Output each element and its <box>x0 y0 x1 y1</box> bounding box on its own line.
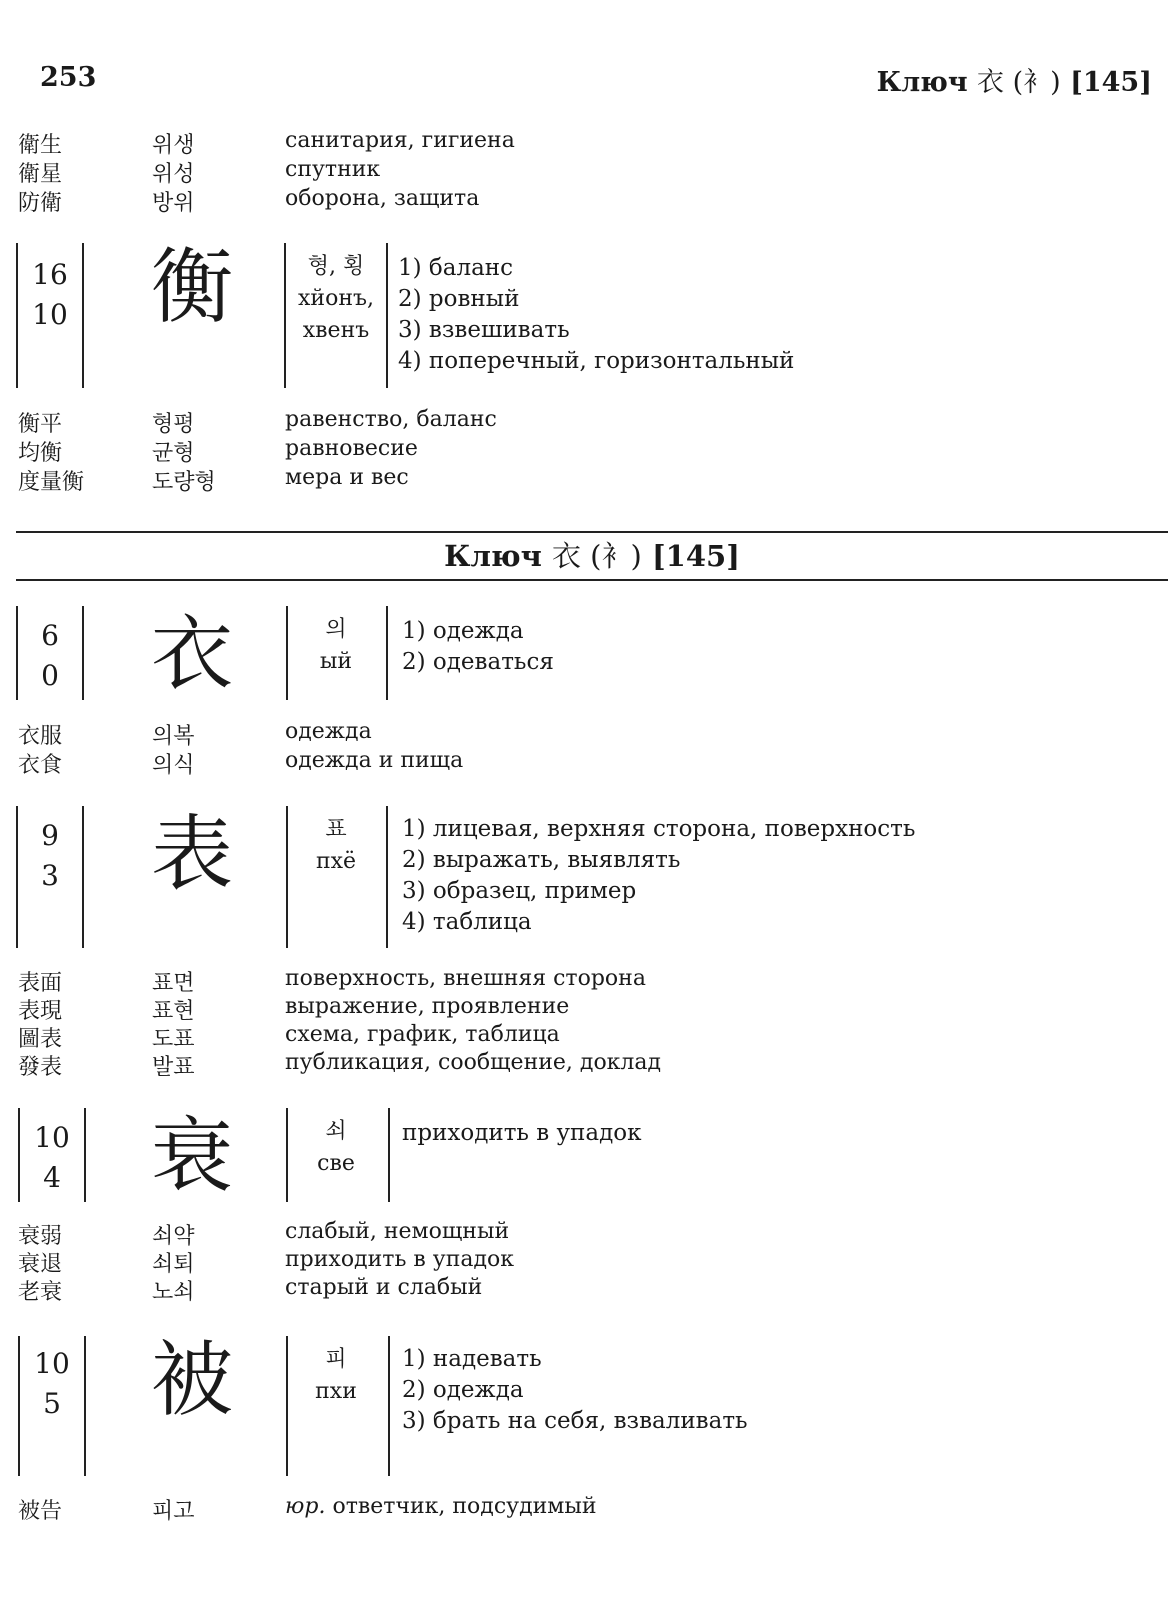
word-hanja: 老衰 <box>18 1280 63 1305</box>
word-translation: старый и слабый <box>285 1275 483 1300</box>
headword-character: 被 <box>150 1333 233 1428</box>
meaning: 2) одеваться <box>402 649 554 675</box>
character-entry <box>0 1333 1168 1476</box>
column-rule <box>84 1108 86 1202</box>
word-hanja: 被告 <box>18 1499 63 1524</box>
column-rule <box>82 606 84 700</box>
word-hangul: 도표 <box>152 1027 195 1052</box>
word-hangul: 발표 <box>152 1055 195 1080</box>
word-row <box>0 748 1168 777</box>
character-entry <box>0 240 1168 388</box>
meaning: приходить в упадок <box>402 1120 642 1146</box>
word-hangul: 방위 <box>152 191 195 216</box>
section-number: [145] <box>651 539 740 573</box>
word-translation: оборона, защита <box>285 186 480 211</box>
total-strokes: 9 <box>41 819 59 852</box>
total-strokes: 16 <box>32 258 68 291</box>
word-row <box>0 1275 1168 1303</box>
stroke-counts <box>20 1118 84 1198</box>
transliteration: хйонъ, <box>298 286 374 311</box>
word-hanja: 衰弱 <box>18 1224 63 1249</box>
word-hanja: 表面 <box>18 971 63 996</box>
word-list <box>0 966 1168 1078</box>
word-translation: одежда <box>285 719 372 744</box>
meaning: 3) брать на себя, взваливать <box>402 1408 748 1434</box>
column-rule <box>284 243 286 388</box>
meaning: 4) таблица <box>402 909 532 935</box>
word-translation: мера и вес <box>285 465 409 490</box>
word-hangul: 표현 <box>152 999 195 1024</box>
running-head-prefix: Ключ <box>876 67 968 98</box>
word-hangul: 노쇠 <box>152 1280 195 1305</box>
column-rule <box>82 806 84 948</box>
headword-character: 衣 <box>150 607 233 702</box>
stroke-counts <box>18 616 82 696</box>
word-row <box>0 128 1168 157</box>
word-hanja: 圖表 <box>18 1027 63 1052</box>
word-hangul: 위생 <box>152 133 195 158</box>
word-translation <box>285 1494 597 1519</box>
word-row <box>0 1050 1168 1078</box>
transliteration: пхё <box>315 849 357 874</box>
word-row <box>0 966 1168 994</box>
word-hanja: 均衡 <box>18 441 63 466</box>
stroke-counts <box>18 255 82 335</box>
meaning: 2) выражать, выявлять <box>402 847 681 873</box>
word-row <box>0 1219 1168 1247</box>
word-row <box>0 157 1168 186</box>
word-hangul: 표면 <box>152 971 195 996</box>
word-hangul: 의복 <box>152 724 195 749</box>
word-row <box>0 719 1168 748</box>
extra-strokes: 0 <box>41 659 59 692</box>
meaning: 1) одежда <box>402 618 524 644</box>
headword-character: 衡 <box>150 240 233 335</box>
transliteration: хвенъ <box>302 318 370 343</box>
column-rule <box>386 243 388 388</box>
word-translation: санитария, гигиена <box>285 128 515 153</box>
word-row <box>0 407 1168 436</box>
meaning: 1) надевать <box>402 1346 542 1372</box>
word-translation: приходить в упадок <box>285 1247 515 1272</box>
page-number: 253 <box>40 62 97 93</box>
meaning: 1) лицевая, верхняя сторона, поверхность <box>402 816 916 842</box>
word-hanja: 衡平 <box>18 412 63 437</box>
word-hanja: 防衛 <box>18 191 63 216</box>
word-hanja: 衰退 <box>18 1252 63 1277</box>
extra-strokes: 4 <box>43 1161 61 1194</box>
korean-reading: 표 <box>325 817 347 842</box>
reading <box>288 1116 384 1180</box>
word-hangul: 의식 <box>152 753 195 778</box>
reading <box>288 614 384 678</box>
section-prefix: Ключ <box>444 539 542 573</box>
character-entry <box>0 606 1168 700</box>
meaning: 1) баланс <box>398 255 514 281</box>
korean-reading: 쇠 <box>325 1119 347 1144</box>
word-hanja: 度量衡 <box>18 470 85 495</box>
word-translation: схема, график, таблица <box>285 1022 560 1047</box>
running-head <box>877 60 1152 99</box>
word-hanja: 衛星 <box>18 162 63 187</box>
meanings <box>402 1118 641 1149</box>
column-rule <box>386 606 388 700</box>
meaning: 4) поперечный, горизонтальный <box>398 348 795 374</box>
character-entry <box>0 1108 1168 1202</box>
word-hangul: 쇠퇴 <box>152 1252 195 1277</box>
word-row <box>0 436 1168 465</box>
word-list <box>0 1219 1168 1303</box>
column-rule <box>386 806 388 948</box>
section-radical: 衣 (衤) <box>551 539 642 573</box>
stroke-counts <box>20 1344 84 1424</box>
word-row <box>0 186 1168 215</box>
word-row <box>0 465 1168 494</box>
meanings <box>402 814 915 938</box>
column-rule <box>388 1336 390 1476</box>
total-strokes: 10 <box>34 1347 70 1380</box>
word-translation: равенство, баланс <box>285 407 497 432</box>
word-hanja: 衣服 <box>18 724 63 749</box>
word-translation: слабый, немощный <box>285 1219 510 1244</box>
word-hangul: 쇠약 <box>152 1224 195 1249</box>
column-rule <box>82 243 84 388</box>
total-strokes: 10 <box>34 1121 70 1154</box>
transliteration: ый <box>319 649 353 674</box>
section-heading <box>16 531 1168 581</box>
extra-strokes: 3 <box>41 859 59 892</box>
korean-reading: 피 <box>325 1347 347 1372</box>
word-row <box>0 1022 1168 1050</box>
korean-reading: 형, 횡 <box>307 254 365 279</box>
word-translation: спутник <box>285 157 381 182</box>
column-rule <box>84 1336 86 1476</box>
word-row <box>0 1247 1168 1275</box>
word-hangul: 위성 <box>152 162 195 187</box>
word-list <box>0 128 1168 215</box>
word-list <box>0 719 1168 777</box>
word-row <box>0 1494 1168 1523</box>
reading <box>288 814 384 878</box>
transliteration: пхи <box>315 1379 357 1404</box>
reading <box>288 251 384 347</box>
translation-text: ответчик, подсудимый <box>325 1494 597 1519</box>
word-row <box>0 994 1168 1022</box>
meanings <box>402 1344 748 1437</box>
word-hanja: 發表 <box>18 1055 63 1080</box>
meaning: 3) образец, пример <box>402 878 637 904</box>
running-head-number: [145] <box>1070 67 1152 98</box>
word-hanja: 表現 <box>18 999 63 1024</box>
word-translation: выражение, проявление <box>285 994 570 1019</box>
word-translation: равновесие <box>285 436 418 461</box>
meanings <box>402 616 554 678</box>
extra-strokes: 10 <box>32 298 68 331</box>
headword-character: 衰 <box>150 1109 233 1204</box>
korean-reading: 의 <box>325 617 347 642</box>
total-strokes: 6 <box>41 619 59 652</box>
meaning: 2) одежда <box>402 1377 524 1403</box>
word-hangul: 형평 <box>152 412 195 437</box>
column-rule <box>388 1108 390 1202</box>
meaning: 3) взвешивать <box>398 317 570 343</box>
word-hangul: 피고 <box>152 1499 195 1524</box>
word-translation: одежда и пища <box>285 748 464 773</box>
meaning: 2) ровный <box>398 286 520 312</box>
word-list <box>0 1494 1168 1523</box>
extra-strokes: 5 <box>43 1387 61 1420</box>
word-hangul: 도량형 <box>152 470 216 495</box>
word-translation: поверхность, внешняя сторона <box>285 966 646 991</box>
character-entry <box>0 806 1168 948</box>
word-hangul: 균형 <box>152 441 195 466</box>
meanings <box>398 253 794 377</box>
running-head-radical: 衣 (衤) <box>977 67 1061 98</box>
reading <box>288 1344 384 1408</box>
stroke-counts <box>18 816 82 896</box>
word-hanja: 衣食 <box>18 753 63 778</box>
word-list <box>0 407 1168 494</box>
word-hanja: 衛生 <box>18 133 63 158</box>
usage-label: юр. <box>285 1494 326 1519</box>
headword-character: 表 <box>150 807 233 902</box>
word-translation: публикация, сообщение, доклад <box>285 1050 662 1075</box>
transliteration: све <box>317 1151 355 1176</box>
